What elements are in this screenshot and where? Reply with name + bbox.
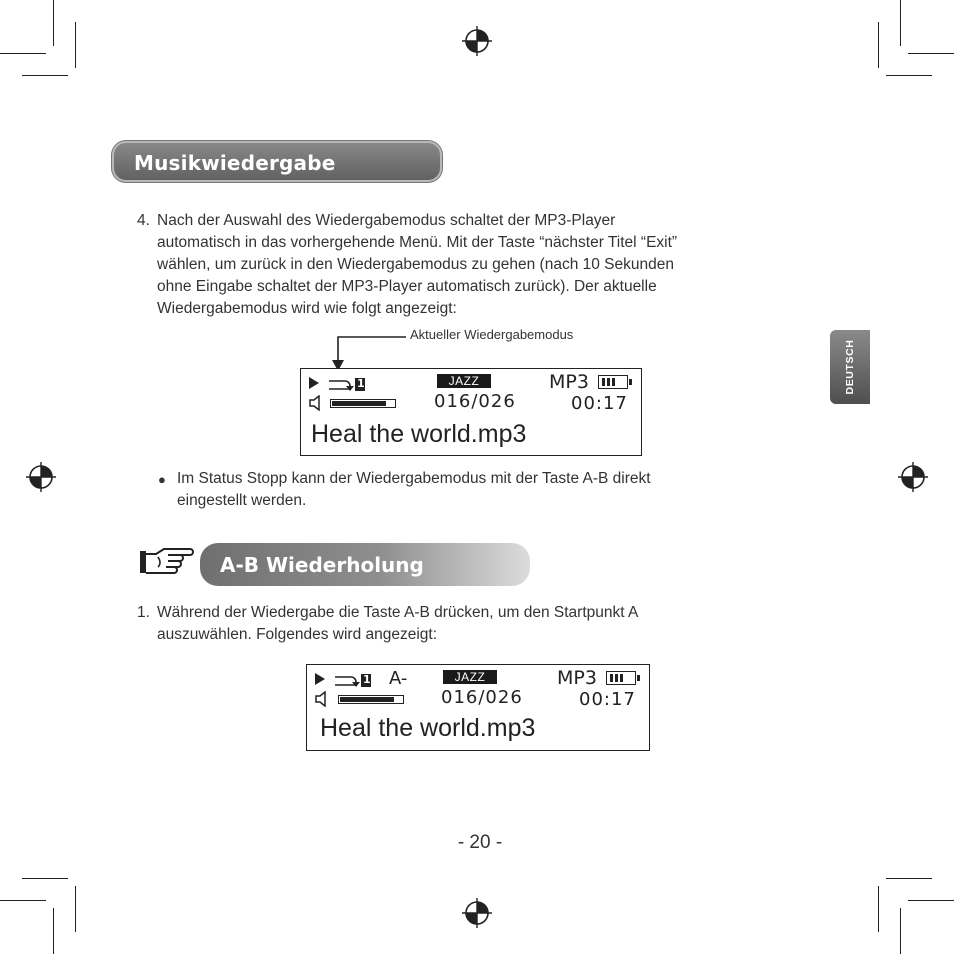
battery-icon <box>598 375 628 389</box>
crop-mark <box>53 908 54 954</box>
track-counter: 016/026 <box>441 687 523 708</box>
crop-mark <box>886 878 932 879</box>
volume-bar <box>330 399 396 408</box>
text-line: Nach der Auswahl des Wiedergabemodus schaltet der MP3-Player <box>157 212 616 229</box>
lcd-display <box>306 664 650 751</box>
lcd-display <box>300 368 642 456</box>
elapsed-time: 00:17 <box>571 393 628 414</box>
registration-mark-icon <box>26 462 56 492</box>
speaker-icon <box>308 395 324 411</box>
crop-mark <box>900 908 901 954</box>
elapsed-time: 00:17 <box>579 689 636 710</box>
text-line: ohne Eingabe schaltet der MP3-Player automatisch zurück). Der aktuelle <box>157 278 657 295</box>
registration-mark-icon <box>462 898 492 928</box>
registration-mark-icon <box>462 26 492 56</box>
crop-mark <box>75 886 76 932</box>
section-title: Musikwiedergabe <box>134 151 336 175</box>
text-line: wählen, um zurück in den Wiedergabemodus zu gehen (nach 10 Sekunden <box>157 256 674 273</box>
crop-mark <box>75 22 76 68</box>
step-4-text <box>157 210 797 320</box>
text-line: Wiedergabemodus wird wie folgt angezeigt: <box>157 300 457 317</box>
section-header-ab-wiederholung <box>200 543 530 586</box>
bullet-symbol: ● <box>158 472 166 487</box>
song-title: Heal the world.mp3 <box>311 420 527 448</box>
repeat-number: 1 <box>363 673 371 686</box>
section-header-musikwiedergabe <box>112 141 442 182</box>
battery-icon <box>606 671 636 685</box>
language-tab <box>830 330 870 404</box>
crop-mark <box>878 22 879 68</box>
play-icon <box>308 376 320 390</box>
text-line: Während der Wiedergabe die Taste A-B drücken, um den Startpunkt A <box>157 604 639 621</box>
bullet-text <box>177 468 797 512</box>
text-line: auszuwählen. Folgendes wird angezeigt: <box>157 626 438 643</box>
step-number: 4. <box>137 212 150 229</box>
volume-fill <box>340 697 394 702</box>
format-label: MP3 <box>549 371 589 393</box>
crop-mark <box>908 53 954 54</box>
text-line: Im Status Stopp kann der Wiedergabemodus mit der Taste A-B direkt <box>177 470 651 487</box>
format-label: MP3 <box>557 667 597 689</box>
crop-mark <box>0 900 46 901</box>
ab-marker: A- <box>389 668 408 689</box>
step-number: 1. <box>137 604 150 621</box>
eq-badge: JAZZ <box>437 374 491 388</box>
step-1-text <box>157 602 797 646</box>
crop-mark <box>908 900 954 901</box>
song-title: Heal the world.mp3 <box>320 714 536 742</box>
volume-fill <box>332 401 386 406</box>
registration-mark-icon <box>898 462 928 492</box>
crop-mark <box>900 0 901 46</box>
crop-mark <box>0 53 46 54</box>
crop-mark <box>53 0 54 46</box>
play-icon <box>314 672 326 686</box>
track-counter: 016/026 <box>434 391 516 412</box>
language-tab-label: DEUTSCH <box>844 339 856 395</box>
callout-label: Aktueller Wiedergabemodus <box>410 327 574 342</box>
pointing-hand-icon <box>138 545 196 581</box>
volume-bar <box>338 695 404 704</box>
crop-mark <box>886 75 932 76</box>
eq-badge: JAZZ <box>443 670 497 684</box>
crop-mark <box>878 886 879 932</box>
speaker-icon <box>314 691 330 707</box>
page-number: - 20 - <box>457 832 503 853</box>
crop-mark <box>22 878 68 879</box>
text-line: eingestellt werden. <box>177 492 307 509</box>
text-line: automatisch in das vorhergehende Menü. Mit der Taste “nächster Titel “Exit” <box>157 234 678 251</box>
callout-arrow <box>328 330 408 372</box>
section-title: A-B Wiederholung <box>220 553 424 577</box>
crop-mark <box>22 75 68 76</box>
repeat-number: 1 <box>357 377 365 390</box>
